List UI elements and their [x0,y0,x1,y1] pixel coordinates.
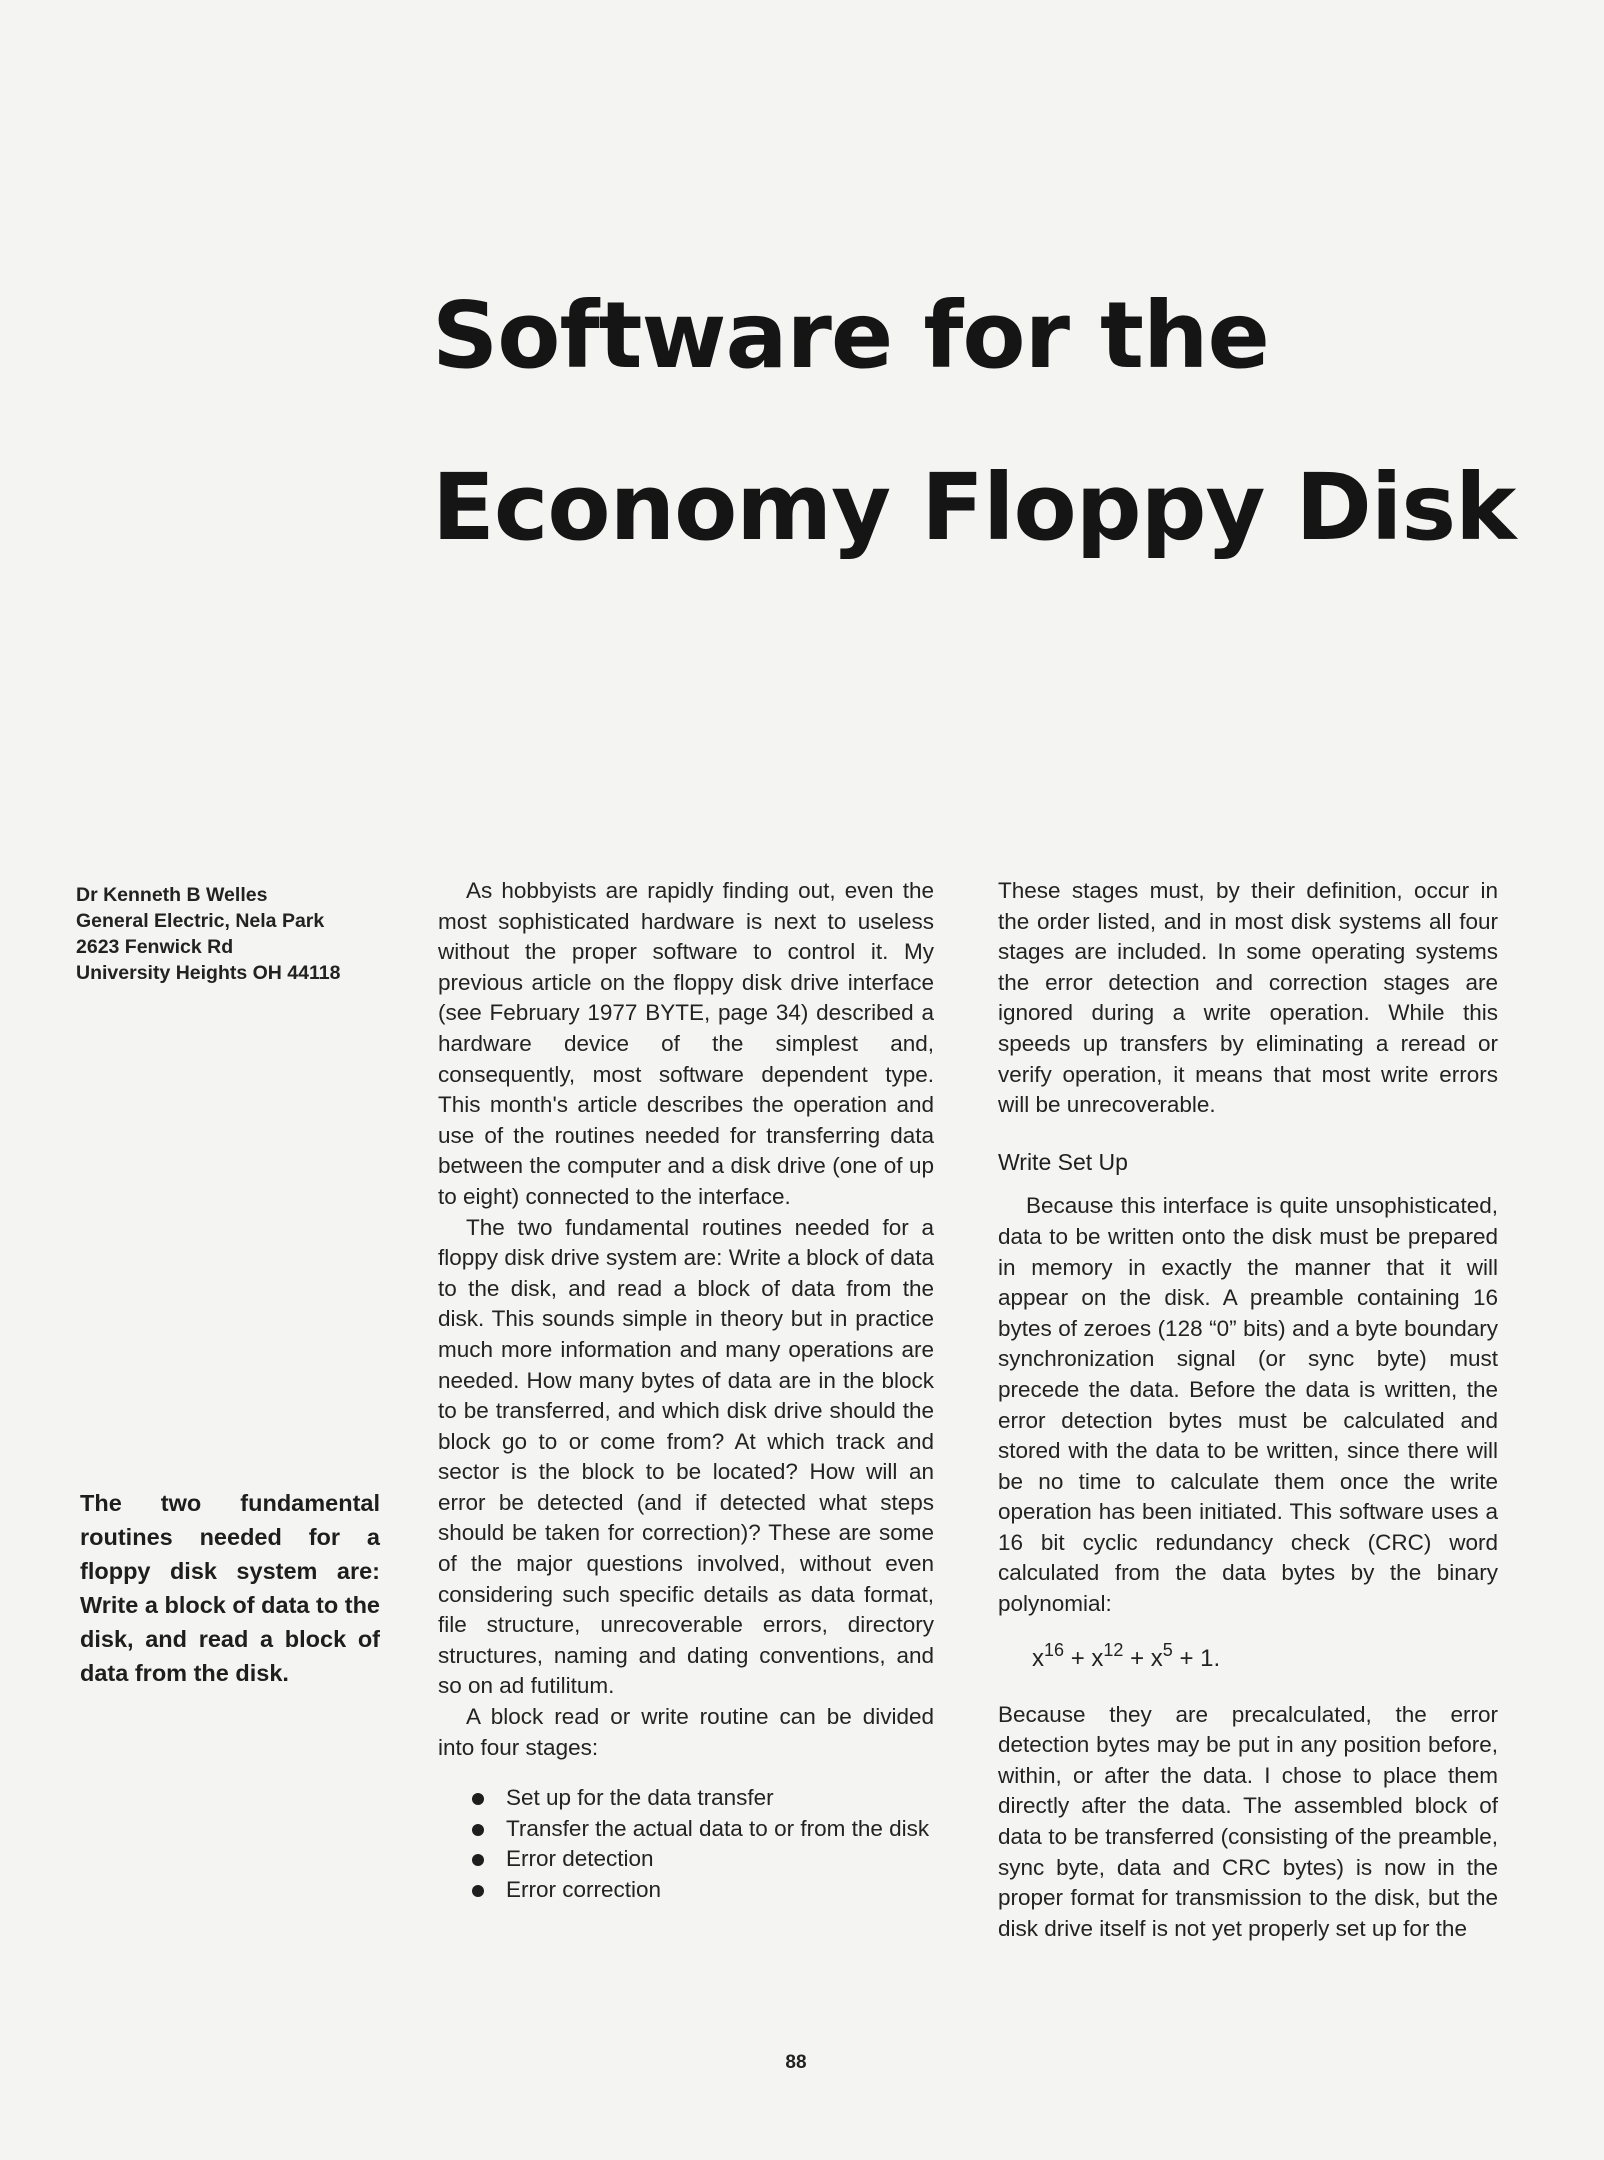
list-item: Set up for the data transfer [438,1783,934,1814]
body-column-right [998,876,1498,1944]
paragraph-stages-order: These stages must, by their definition, occur in the order listed, and in most disk systems all four stages are included. In some operating systems the error detection and correction stages are ignored during a write operation. While this speeds up transfers by eliminating a reread or verify operation, it means that most write errors will be unrecoverable. [998,878,1498,1118]
author-street: 2623 Fenwick Rd [76,936,234,958]
paragraph-write-setup: Because this interface is quite unsophisticated, data to be written onto the disk must be prepared in memory in exactly the manner that it will appear on the disk. A preamble containing 16 bytes of zeroes (128 “0” bits) and a byte boundary synchronization signal (or sync byte) must precede the data. Before the data is written, the error detection bytes must be calculated and stored with the data to be written, since there will be no time to calculate them once the write operation has been initiated. This software uses a 16 bit cyclic redundancy check (CRC) word calculated from the data bytes by the binary polynomial: [998,1193,1498,1617]
list-item: Error correction [438,1875,934,1906]
list-item: Error detection [438,1844,934,1875]
article-title [432,250,1532,594]
author-block [76,882,396,986]
author-city: University Heights OH 44118 [76,962,341,984]
page-number: 88 [785,2052,807,2073]
pull-quote: The two fundamental routines needed for a floppy disk system are: Write a block of data to the disk, and read a block of data from the disk. [80,1490,380,1686]
paragraph-four-stages: A block read or write routine can be divided into four stages: [438,1704,934,1760]
title-line-1: Software for the [432,282,1269,389]
crc-polynomial: $x^{16} + x^{12} + x^5 + 1$. [1032,1639,1221,1672]
list-item: Transfer the actual data to or from the disk [438,1814,934,1845]
paragraph-intro: As hobbyists are rapidly finding out, even the most sophisticated hardware is next to useless without the proper software to control it. My previous article on the floppy disk drive interface (see February 1977 BYTE, page 34) described a hardware device of the simplest and, consequently, most software dependent type. This month's article describes the operation and use of the routines needed for transferring data between the computer and a disk drive (one of up to eight) connected to the interface. [438,878,934,1209]
body-column-middle [438,876,934,1906]
author-name: Dr Kenneth B Welles [76,884,268,906]
title-line-2: Economy Floppy Disk [432,454,1516,561]
author-organization: General Electric, Nela Park [76,910,325,932]
stages-list [438,1783,934,1905]
section-heading: Write Set Up [998,1148,1128,1175]
paragraph-fundamental-routines: The two fundamental routines needed for a floppy disk drive system are: Write a block of data to the disk, and read a block of data from the disk. This sounds simple in theory but in practice much more information and many operations are needed. How many bytes of data are in the block to be transferred, and which disk drive should the block go to or come from? At which track and sector is the block to be located? How will an error be detected (and if detected what steps should be taken for correction)? These are some of the major questions involved, without even considering such specific details as data format, file structure, unrecoverable errors, directory structures, naming and dating conventions, and so on ad futilitum. [438,1214,934,1699]
paragraph-precalculated: Because they are precalculated, the error detection bytes may be put in any position before, within, or after the data. I chose to place them directly after the data. The assembled block of data to be transferred (consisting of the preamble, sync byte, data and CRC bytes) is now in the proper format for transmission to the disk, but the disk drive itself is not yet properly set up for the [998,1701,1498,1941]
